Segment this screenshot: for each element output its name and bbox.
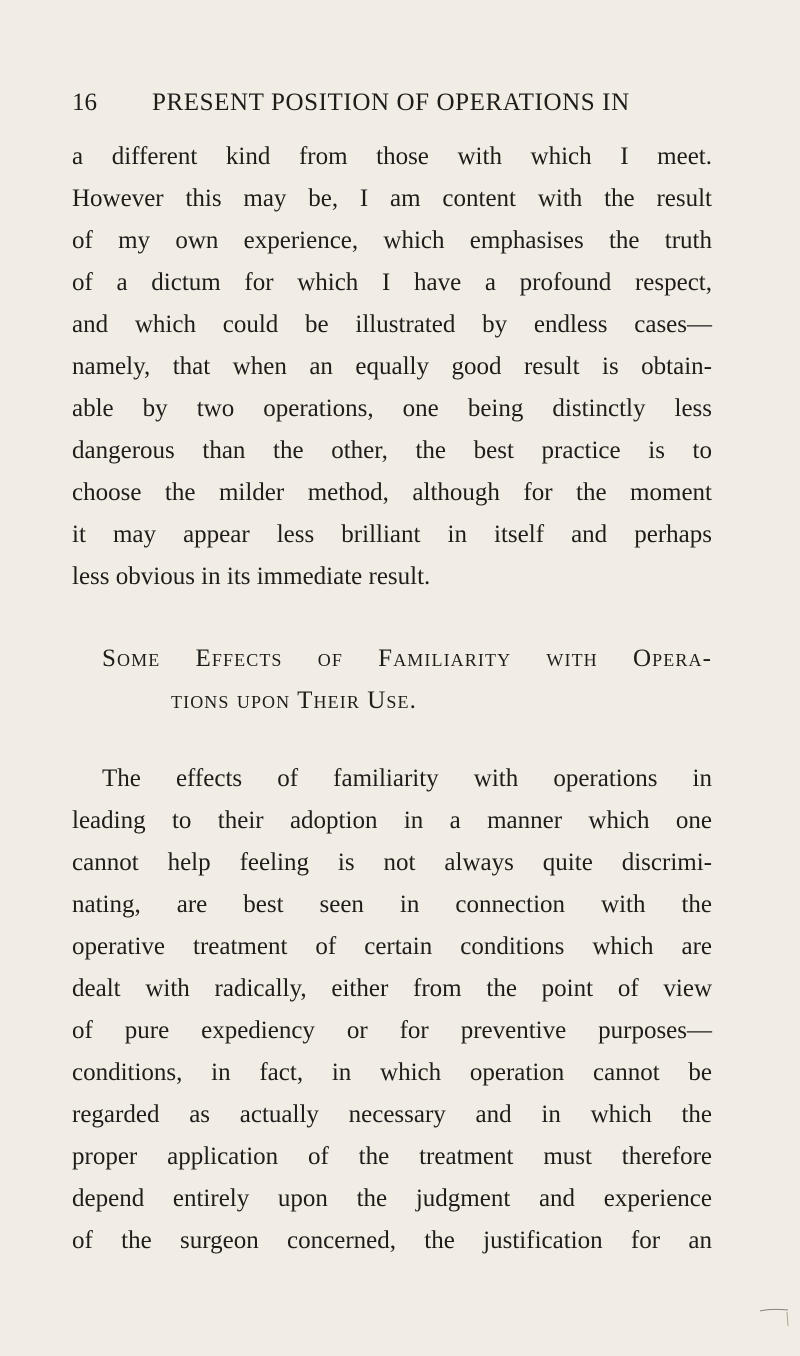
text-line: dangerous than the other, the best practice is to xyxy=(72,437,712,464)
page-number: 16 xyxy=(72,89,97,116)
text-line: of a dictum for which I have a profound respect, xyxy=(72,269,712,296)
text-line: conditions, in fact, in which operation cannot be xyxy=(72,1059,712,1086)
section-heading-line: Some Effects of Familiarity with Opera- xyxy=(102,645,712,672)
text-line: and which could be illustrated by endless cases— xyxy=(72,311,712,338)
text-line: dealt with radically, either from the point of view xyxy=(72,975,712,1002)
text-line: able by two operations, one being distinctly less xyxy=(72,395,712,422)
text-line: of my own experience, which emphasises the truth xyxy=(72,227,712,254)
running-title: PRESENT POSITION OF OPERATIONS IN xyxy=(152,89,630,116)
text-line: of pure expediency or for preventive purposes— xyxy=(72,1017,712,1044)
text-line: The effects of familiarity with operations in xyxy=(102,765,712,792)
section-heading-line: tions upon Their Use. xyxy=(171,687,417,714)
text-line: it may appear less brilliant in itself and perhaps xyxy=(72,521,712,548)
text-line: of the surgeon concerned, the justification for an xyxy=(72,1227,712,1254)
text-line: proper application of the treatment must therefore xyxy=(72,1143,712,1170)
text-line: less obvious in its immediate result. xyxy=(72,563,431,590)
text-line: cannot help feeling is not always quite discrimi- xyxy=(72,849,712,876)
text-line: operative treatment of certain conditions which are xyxy=(72,933,712,960)
running-head xyxy=(72,89,712,117)
text-line: However this may be, I am content with the result xyxy=(72,185,712,212)
text-line: namely, that when an equally good result is obtain- xyxy=(72,353,712,380)
text-line: nating, are best seen in connection with the xyxy=(72,891,712,918)
page-corner-mark xyxy=(758,1308,790,1328)
text-line: depend entirely upon the judgment and experience xyxy=(72,1185,712,1212)
text-line: regarded as actually necessary and in which the xyxy=(72,1101,712,1128)
text-line: a different kind from those with which I meet. xyxy=(72,143,712,170)
text-line: choose the milder method, although for the moment xyxy=(72,479,712,506)
text-line: leading to their adoption in a manner which one xyxy=(72,807,712,834)
